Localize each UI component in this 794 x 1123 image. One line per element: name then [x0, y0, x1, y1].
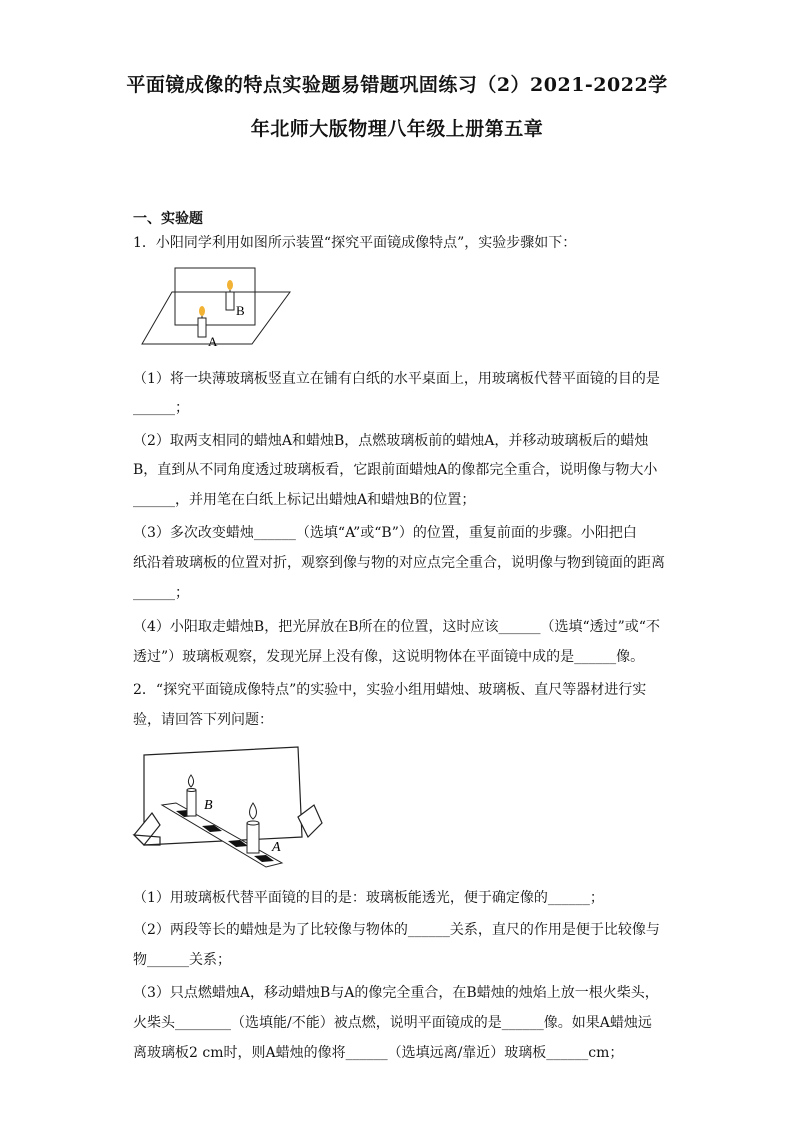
- q1-part2-line1: （2）取两支相同的蜡烛A和蜡烛B，点燃玻璃板前的蜡烛A，并移动玻璃板后的蜡烛: [133, 433, 649, 449]
- section-heading: 一、实验题: [133, 211, 203, 227]
- q2-part3-line1: （3）只点燃蜡烛A，移动蜡烛B与A的像完全重合，在B蜡烛的烛焰上放一根火柴头，: [133, 985, 659, 1001]
- q1-part2-line3: ______，并用笔在白纸上标记出蜡烛A和蜡烛B的位置；: [133, 492, 476, 508]
- q2-part1: （1）用玻璃板代替平面镜的目的是：玻璃板能透光，便于确定像的______；: [133, 890, 604, 906]
- q2-part2-line1: （2）两段等长的蜡烛是为了比较像与物体的______关系，直尺的作用是便于比较像与: [133, 922, 660, 938]
- q2-part2-line2: 物______关系；: [133, 952, 231, 968]
- q1-part3-line1: （3）多次改变蜡烛______（选填“A”或“B”）的位置，重复前面的步骤。小阳把白: [133, 525, 637, 541]
- candle-a-label: A: [272, 840, 281, 855]
- q2-part3-line3: 离玻璃板2 cm时，则A蜡烛的像将______（选填远离/靠近）玻璃板______cm；: [133, 1045, 624, 1061]
- q1-part4-line1: （4）小阳取走蜡烛B，把光屏放在B所在的位置，这时应该______（选填“透过”或“不: [133, 619, 660, 635]
- question-2-intro-line2: 验，请回答下列问题：: [133, 712, 273, 728]
- q1-part3-line3: ______；: [133, 585, 189, 601]
- q1-part3-line2: 纸沿着玻璃板的位置对折，观察到像与物的对应点完全重合，说明像与物到镜面的距离: [133, 555, 665, 571]
- q1-part1-line2: ______；: [133, 400, 189, 416]
- q2-part3-line2: 火柴头________（选填能/不能）被点燃，说明平面镜成的是______像。如果A蜡烛远: [133, 1015, 652, 1031]
- q1-part2-line2: B，直到从不同角度透过玻璃板看，它跟前面蜡烛A的像都完全重合，说明像与物大小: [133, 462, 658, 478]
- q1-part4-line2: 透过”）玻璃板观察，发现光屏上没有像，这说明物体在平面镜中成的是______像。: [133, 649, 645, 665]
- candle-b-label: B: [236, 303, 245, 318]
- page-title-line-2: 年北师大版物理八年级上册第五章: [250, 118, 544, 140]
- question-1-intro: 1．小阳同学利用如图所示装置“探究平面镜成像特点”，实验步骤如下：: [133, 235, 577, 251]
- question-2-intro-line1: 2．“探究平面镜成像特点”的实验中，实验小组用蜡烛、玻璃板、直尺等器材进行实: [133, 682, 647, 698]
- candle-b-label: B: [204, 798, 213, 813]
- candle-a-label: A: [208, 334, 218, 349]
- page-title-line-1: 平面镜成像的特点实验题易错题巩固练习（2）2021-2022学: [126, 74, 668, 96]
- question-2-figure: [132, 745, 332, 870]
- question-1-figure: [140, 262, 300, 352]
- q1-part1-line1: （1）将一块薄玻璃板竖直立在铺有白纸的水平桌面上，用玻璃板代替平面镜的目的是: [133, 371, 660, 387]
